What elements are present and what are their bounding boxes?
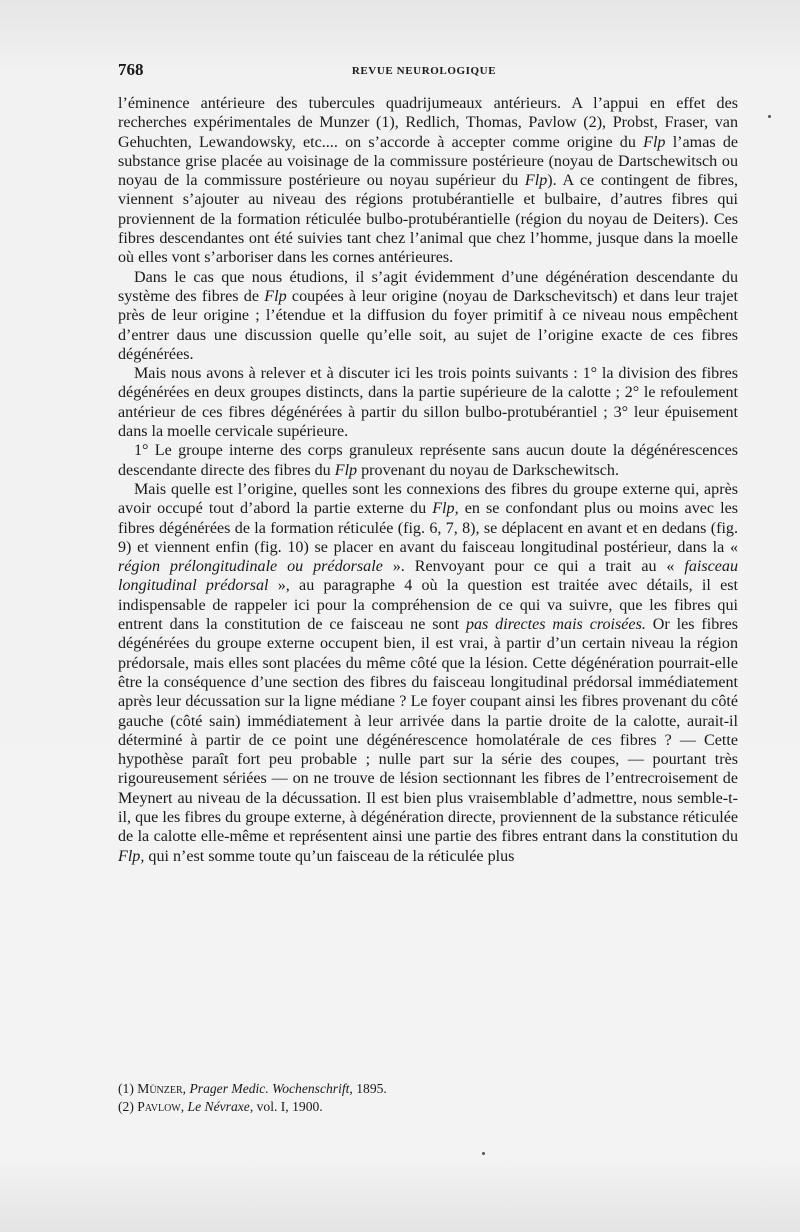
author-name: Münzer [137, 1081, 183, 1096]
footnote [118, 1098, 738, 1116]
body-text [118, 94, 738, 866]
text-run: en se confondant plus ou moins avec les fibres dégénérées de la formation réticulée (fig. 6, 7, 8), se déplacent en avant et en dedans (fig. 9) et viennent enfin (fig. 10) se placer en avant du faisceau longitudinal postérieur, dans la « [118, 500, 738, 556]
page-number: 768 [118, 60, 144, 79]
italic-text: Prager Medic. Wochenschrift [189, 1081, 350, 1096]
footnotes [118, 1080, 738, 1116]
speck-mark [482, 1152, 485, 1155]
text-run: , [180, 1099, 188, 1114]
text-run: 1° Le groupe interne des corps granuleux représente sans aucun doute la dégénérescences descendante directe des fibres du [118, 442, 738, 479]
paragraph [118, 441, 738, 480]
running-head: REVUE NEUROLOGIQUE [351, 65, 497, 77]
italic-text: région prélongitudinale ou prédorsale [118, 558, 383, 576]
text-run: , [182, 1081, 190, 1096]
text-run: , vol. I, 1900. [249, 1099, 323, 1114]
text-run: Or les fibres dégénérées du groupe externe occupent bien, il est vrai, à partir d’un certain niveau la région prédorsale, mais elles sont placées du même côté que la lésion. Cette dégénération pourrait-elle être la conséquence d’une section des fibres du faisceau longitudinal prédorsal immédiatement après leur décussation sur la ligne médiane ? Le foyer coupant ainsi les fibres provenant du côté gauche (côté sain) immédiatement à leur arrivée dans la partie droite de la calotte, aurait-il déterminé à partir de ce point une dégénérescence homolatérale de ces fibres ? — Cette hypothèse paraît fort peu probable ; nulle part sur la série des coupes, — pourtant très rigoureusement sériées — on ne trouve de lésion sectionnant les fibres de l’entrecroisement de Meynert au niveau de la décussation. Il est bien plus vraisemblable d’admettre, nous semble-t-il, que les fibres du groupe externe, à dégénération directe, proviennent de la substance réticulée de la calotte elle-même et représentent ainsi une partie des fibres entrant dans la constitution du [118, 616, 739, 846]
text-run: ». Renvoyant pour ce qui a trait au « [382, 558, 685, 576]
paragraph [118, 480, 738, 866]
paragraph [118, 364, 738, 441]
italic-text: Flp [524, 172, 548, 190]
text-run: l’éminence antérieure des tubercules quadrijumeaux antérieurs. A l’appui en effet des recherches expérimentales de Munzer (1), Redlich, Thomas, Pavlow (2), Probst, Fraser, van Gehuchten, Lewandowsky, etc.... on s’accorde à accepter comme origine du [118, 95, 738, 151]
text-run: , 1895. [349, 1081, 387, 1096]
text-run: (1) [118, 1081, 138, 1096]
text-run: Mais nous avons à relever et à discuter ici les trois points suivants : 1° la division des fibres dégénérées en deux groupes distincts, dans la partie supérieure de la calotte ; 2° le refoulement antérieur de ces fibres dégénérées à partir du sillon bulbo-protubérantiel ; 3° leur épuisement dans la moelle cervicale supérieure. [118, 365, 738, 441]
footnote [118, 1080, 738, 1098]
text-run: (2) [118, 1099, 138, 1114]
author-name: Pavlow [137, 1099, 181, 1114]
italic-text: Le Névraxe [187, 1099, 250, 1114]
italic-text: Flp [264, 287, 287, 305]
text-run: coupées à leur origine (noyau de Darkschevitsch) et dans leur trajet près de leur origine ; l’étendue et la diffusion du foyer primitif à ce niveau nous empêchent d’entrer daus une discussion quelle qu’elle soit, au sujet de l’origine exacte de ces fibres dégénérées. [118, 287, 738, 363]
text-run: l’amas de substance grise placée au voisinage de la commissure postérieure (noyau de Dartschewitsch ou noyau de la commissure postérieure ou noyau supérieur du [118, 133, 739, 190]
text-run: Dans le cas que nous étudions, il s’agit évidemment d’une dégénération descendante du système des fibres de [118, 268, 738, 305]
text-run: Mais quelle est l’origine, quelles sont les connexions des fibres du groupe externe qui, après avoir occupé tout d’abord la partie externe du [118, 480, 738, 518]
speck-mark [768, 115, 771, 118]
italic-text: Flp, [432, 500, 459, 518]
text-run: », au paragraphe 4 où la question est traitée avec détails, il est indispensable de rappeler ici pour la compréhension de ce qui va suivre, que les fibres qui entrent dans la constitution de ce faisceau ne sont [118, 577, 738, 634]
italic-text: pas directes mais croisées. [465, 616, 646, 634]
paragraph [118, 268, 738, 364]
italic-text: faisceau longitudinal prédorsal [118, 558, 739, 595]
text-run: qui n’est somme toute qu’un faisceau de la réticulée plus [144, 847, 515, 865]
italic-text: Flp, [118, 847, 145, 865]
page-header [118, 60, 730, 84]
italic-text: Flp [334, 461, 358, 479]
paragraph [118, 94, 738, 268]
text-run: provenant du noyau de Darkschewitsch. [357, 461, 619, 479]
italic-text: Flp [643, 133, 666, 151]
text-run: ). A ce contingent de fibres, viennent s’ajouter au niveau des régions protubérantielle et bulbaire, d’autres fibres qui proviennent de la formation réticulée bulbo-protubérantielle (région du noyau de Deiters). Ces fibres descendantes ont été suivies tant chez l’animal que chez l’homme, jusque dans la moelle où elles vont s’arboriser dans les cornes antérieures. [118, 172, 738, 267]
